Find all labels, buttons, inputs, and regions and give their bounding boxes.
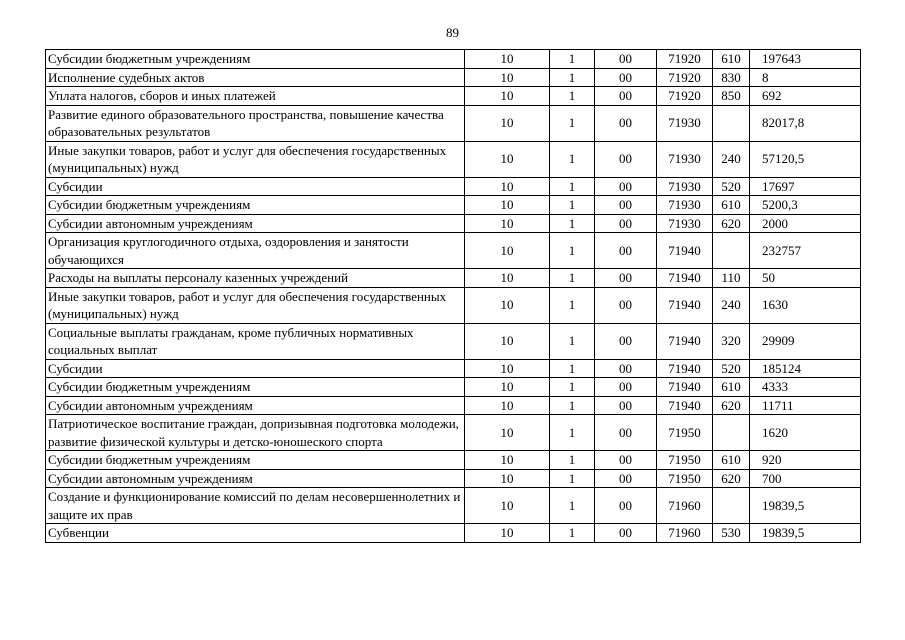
subsection-code-cell: 1	[550, 214, 595, 233]
target-article-cell: 71930	[657, 141, 713, 177]
expense-type-cell: 240	[713, 287, 750, 323]
table-row	[46, 323, 861, 359]
subsection-code-cell: 1	[550, 451, 595, 470]
table-row	[46, 214, 861, 233]
section-code-cell: 10	[465, 524, 550, 543]
subsection-code-cell: 1	[550, 323, 595, 359]
program-code-cell: 00	[595, 105, 657, 141]
expense-name-cell: Субсидии бюджетным учреждениям	[46, 451, 465, 470]
section-code-cell: 10	[465, 378, 550, 397]
expense-name-cell: Субсидии автономным учреждениям	[46, 214, 465, 233]
amount-cell: 50	[750, 269, 861, 288]
expense-name-cell: Субвенции	[46, 524, 465, 543]
program-code-cell: 00	[595, 359, 657, 378]
expense-name-cell: Создание и функционирование комиссий по делам несовершеннолетних и защите их прав	[46, 488, 465, 524]
table-row	[46, 415, 861, 451]
target-article-cell: 71950	[657, 451, 713, 470]
subsection-code-cell: 1	[550, 141, 595, 177]
expense-type-cell: 240	[713, 141, 750, 177]
target-article-cell: 71940	[657, 378, 713, 397]
subsection-code-cell: 1	[550, 269, 595, 288]
expense-name-cell: Иные закупки товаров, работ и услуг для обеспечения государственных (муниципальных) нужд	[46, 141, 465, 177]
amount-cell: 19839,5	[750, 524, 861, 543]
section-code-cell: 10	[465, 469, 550, 488]
target-article-cell: 71940	[657, 323, 713, 359]
expense-type-cell: 830	[713, 68, 750, 87]
amount-cell: 19839,5	[750, 488, 861, 524]
table-row	[46, 105, 861, 141]
subsection-code-cell: 1	[550, 488, 595, 524]
section-code-cell: 10	[465, 214, 550, 233]
subsection-code-cell: 1	[550, 378, 595, 397]
table-row	[46, 451, 861, 470]
amount-cell: 1620	[750, 415, 861, 451]
expense-type-cell: 320	[713, 323, 750, 359]
section-code-cell: 10	[465, 233, 550, 269]
target-article-cell: 71940	[657, 396, 713, 415]
program-code-cell: 00	[595, 488, 657, 524]
target-article-cell: 71950	[657, 415, 713, 451]
program-code-cell: 00	[595, 269, 657, 288]
expense-name-cell: Уплата налогов, сборов и иных платежей	[46, 87, 465, 106]
subsection-code-cell: 1	[550, 233, 595, 269]
amount-cell: 920	[750, 451, 861, 470]
expense-type-cell	[713, 105, 750, 141]
amount-cell: 1630	[750, 287, 861, 323]
section-code-cell: 10	[465, 287, 550, 323]
section-code-cell: 10	[465, 177, 550, 196]
amount-cell: 5200,3	[750, 196, 861, 215]
target-article-cell: 71950	[657, 469, 713, 488]
amount-cell: 8	[750, 68, 861, 87]
expense-type-cell: 850	[713, 87, 750, 106]
program-code-cell: 00	[595, 196, 657, 215]
table-row	[46, 269, 861, 288]
subsection-code-cell: 1	[550, 469, 595, 488]
target-article-cell: 71930	[657, 214, 713, 233]
program-code-cell: 00	[595, 233, 657, 269]
expense-type-cell: 610	[713, 451, 750, 470]
table-row	[46, 177, 861, 196]
amount-cell: 57120,5	[750, 141, 861, 177]
subsection-code-cell: 1	[550, 196, 595, 215]
section-code-cell: 10	[465, 415, 550, 451]
subsection-code-cell: 1	[550, 87, 595, 106]
amount-cell: 11711	[750, 396, 861, 415]
amount-cell: 29909	[750, 323, 861, 359]
expense-type-cell: 610	[713, 50, 750, 69]
program-code-cell: 00	[595, 378, 657, 397]
program-code-cell: 00	[595, 469, 657, 488]
expense-name-cell: Субсидии бюджетным учреждениям	[46, 378, 465, 397]
expense-type-cell: 610	[713, 378, 750, 397]
section-code-cell: 10	[465, 105, 550, 141]
subsection-code-cell: 1	[550, 524, 595, 543]
expense-name-cell: Субсидии	[46, 177, 465, 196]
table-row	[46, 233, 861, 269]
table-row	[46, 87, 861, 106]
subsection-code-cell: 1	[550, 396, 595, 415]
amount-cell: 2000	[750, 214, 861, 233]
amount-cell: 197643	[750, 50, 861, 69]
expense-type-cell	[713, 233, 750, 269]
expense-name-cell: Субсидии	[46, 359, 465, 378]
expense-name-cell: Социальные выплаты гражданам, кроме публичных нормативных социальных выплат	[46, 323, 465, 359]
expense-name-cell: Расходы на выплаты персоналу казенных учреждений	[46, 269, 465, 288]
table-row	[46, 141, 861, 177]
subsection-code-cell: 1	[550, 105, 595, 141]
expense-type-cell: 520	[713, 177, 750, 196]
section-code-cell: 10	[465, 451, 550, 470]
target-article-cell: 71940	[657, 233, 713, 269]
expense-type-cell: 530	[713, 524, 750, 543]
amount-cell: 700	[750, 469, 861, 488]
program-code-cell: 00	[595, 177, 657, 196]
expense-type-cell: 610	[713, 196, 750, 215]
expense-name-cell: Исполнение судебных актов	[46, 68, 465, 87]
section-code-cell: 10	[465, 87, 550, 106]
subsection-code-cell: 1	[550, 177, 595, 196]
amount-cell: 185124	[750, 359, 861, 378]
expense-type-cell	[713, 415, 750, 451]
subsection-code-cell: 1	[550, 415, 595, 451]
subsection-code-cell: 1	[550, 287, 595, 323]
expense-type-cell	[713, 488, 750, 524]
section-code-cell: 10	[465, 396, 550, 415]
table-row	[46, 359, 861, 378]
target-article-cell: 71960	[657, 488, 713, 524]
expense-name-cell: Иные закупки товаров, работ и услуг для обеспечения государственных (муниципальных) нужд	[46, 287, 465, 323]
table-row	[46, 524, 861, 543]
program-code-cell: 00	[595, 214, 657, 233]
table-row	[46, 196, 861, 215]
target-article-cell: 71940	[657, 359, 713, 378]
program-code-cell: 00	[595, 451, 657, 470]
expense-name-cell: Субсидии бюджетным учреждениям	[46, 196, 465, 215]
amount-cell: 17697	[750, 177, 861, 196]
section-code-cell: 10	[465, 269, 550, 288]
program-code-cell: 00	[595, 524, 657, 543]
program-code-cell: 00	[595, 287, 657, 323]
program-code-cell: 00	[595, 415, 657, 451]
page-number: 89	[446, 25, 459, 40]
section-code-cell: 10	[465, 196, 550, 215]
amount-cell: 232757	[750, 233, 861, 269]
target-article-cell: 71930	[657, 196, 713, 215]
table-row	[46, 50, 861, 69]
section-code-cell: 10	[465, 50, 550, 69]
program-code-cell: 00	[595, 87, 657, 106]
expense-name-cell: Развитие единого образовательного пространства, повышение качества образовательных результатов	[46, 105, 465, 141]
subsection-code-cell: 1	[550, 359, 595, 378]
amount-cell: 692	[750, 87, 861, 106]
expense-type-cell: 110	[713, 269, 750, 288]
expense-name-cell: Субсидии автономным учреждениям	[46, 396, 465, 415]
expense-type-cell: 620	[713, 469, 750, 488]
target-article-cell: 71920	[657, 68, 713, 87]
expense-type-cell: 620	[713, 396, 750, 415]
program-code-cell: 00	[595, 68, 657, 87]
program-code-cell: 00	[595, 323, 657, 359]
amount-cell: 4333	[750, 378, 861, 397]
amount-cell: 82017,8	[750, 105, 861, 141]
table-row	[46, 488, 861, 524]
table-row	[46, 469, 861, 488]
target-article-cell: 71940	[657, 287, 713, 323]
subsection-code-cell: 1	[550, 50, 595, 69]
section-code-cell: 10	[465, 141, 550, 177]
target-article-cell: 71930	[657, 177, 713, 196]
target-article-cell: 71960	[657, 524, 713, 543]
section-code-cell: 10	[465, 323, 550, 359]
program-code-cell: 00	[595, 396, 657, 415]
section-code-cell: 10	[465, 359, 550, 378]
target-article-cell: 71930	[657, 105, 713, 141]
section-code-cell: 10	[465, 68, 550, 87]
expense-type-cell: 620	[713, 214, 750, 233]
expense-name-cell: Патриотическое воспитание граждан, допризывная подготовка молодежи, развитие физической культуры и детско-юношеского спорта	[46, 415, 465, 451]
table-row	[46, 287, 861, 323]
subsection-code-cell: 1	[550, 68, 595, 87]
target-article-cell: 71920	[657, 50, 713, 69]
target-article-cell: 71940	[657, 269, 713, 288]
budget-table	[45, 49, 861, 543]
expense-name-cell: Субсидии автономным учреждениям	[46, 469, 465, 488]
program-code-cell: 00	[595, 141, 657, 177]
expense-name-cell: Организация круглогодичного отдыха, оздоровления и занятости обучающихся	[46, 233, 465, 269]
table-row	[46, 378, 861, 397]
program-code-cell: 00	[595, 50, 657, 69]
expense-name-cell: Субсидии бюджетным учреждениям	[46, 50, 465, 69]
section-code-cell: 10	[465, 488, 550, 524]
expense-type-cell: 520	[713, 359, 750, 378]
table-row	[46, 396, 861, 415]
target-article-cell: 71920	[657, 87, 713, 106]
table-row	[46, 68, 861, 87]
